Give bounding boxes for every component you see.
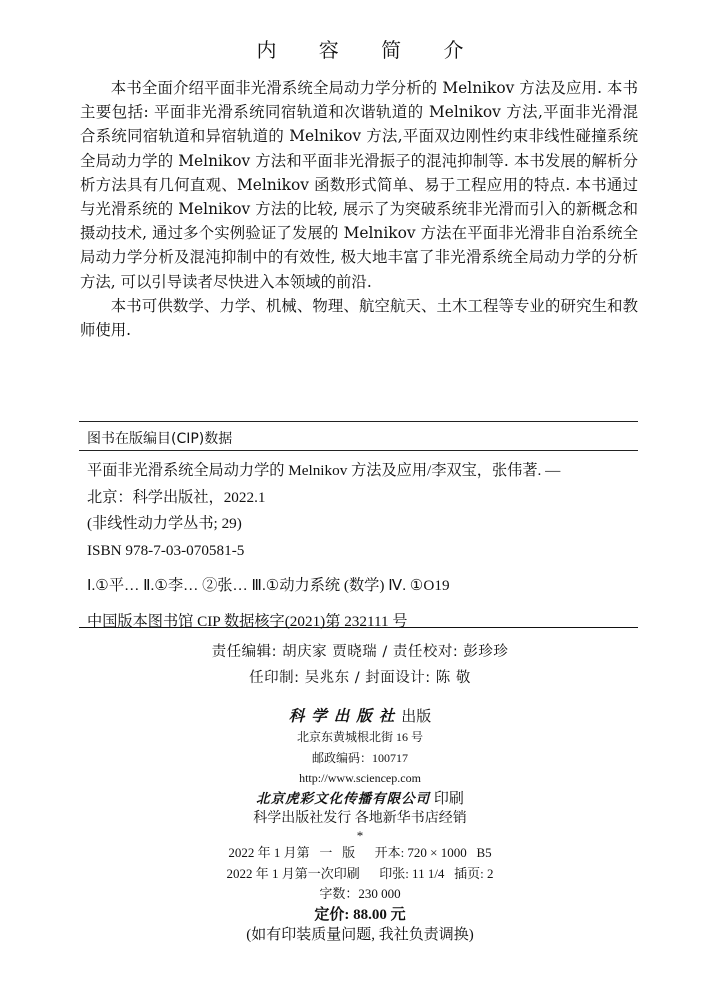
intro-paragraph: 本书可供数学、力学、机械、物理、航空航天、土木工程等专业的研究生和教师使用. (80, 296, 638, 340)
intro-paragraph: 本书全面介绍平面非光滑系统全局动力学分析的 Melnikov 方法及应用. 本书主要包括: 平面非光滑系统同宿轨道和次谐轨道的 Melnikov 方法,平面非光滑混合系统同宿轨道和异宿轨道的 Melnikov 方法,平面双边刚性约束非线性碰撞系统全局动力学的 Melnikov 方法和平面非光滑振子的混沌抑制等. 本书发展的解析分析方法具有几何直观、Melnikov 函数形式简单、易于工程应用的特点. 本书通过与光滑系统的 Melnikov 方法的比较, 展示了为突破系统非光滑而引入的新概念和摄动技术, 通过多个实例验证了发展的 Melnikov 方法在平面非光滑非自治系统全局动力学分析及混沌抑制中的有效性, 极大地丰富了非光滑系统全局动力学的分析方法, 可以引导读者尽快进入本领域的前沿. (80, 79, 638, 291)
page-title: 内 容 简 介 (256, 38, 482, 62)
printing-line: 2022 年 1 月第一次印刷 印张: 11 1/4 插页: 2 (226, 865, 494, 881)
cip-classification: Ⅰ.①平… Ⅱ.①李… ②张… Ⅲ.①动力系统 (数学) Ⅳ. ①O19 (87, 577, 450, 594)
cip-record-number: 中国版本图书馆 CIP 数据核字(2021)第 232111 号 (87, 612, 408, 630)
editors-credits (0, 639, 720, 691)
cip-isbn: ISBN 978-7-03-070581-5 (87, 541, 245, 559)
publishing-info (0, 706, 720, 945)
edition-line: 2022 年 1 月第 一 版 开本: 720 × 1000 B5 (228, 845, 492, 861)
cip-record (87, 458, 635, 635)
publisher-logo-text: 科学出版社 (288, 706, 402, 725)
cip-title-line: 平面非光滑系统全局动力学的 Melnikov 方法及应用/李双宝，张伟著. — (87, 462, 561, 479)
divider (79, 450, 638, 451)
distribution-line: 科学出版社发行 各地新华书店经销 (253, 811, 467, 827)
publisher-url: http://www.sciencep.com (299, 771, 421, 786)
cip-series-line: (非线性动力学丛书; 29) (87, 515, 242, 532)
editors-line: 责任编辑: 胡庆家 贾晓瑞 / 责任校对: 彭珍珍 (211, 644, 509, 660)
printer-suffix: 印刷 (433, 790, 464, 807)
printer-name: 北京虎彩文化传播有限公司 (256, 790, 431, 807)
quality-note: (如有印装质量问题, 我社负责调换) (246, 927, 474, 944)
cip-publisher-line: 北京：科学出版社，2022.1 (87, 488, 266, 506)
price: 定价: 88.00 元 (314, 906, 406, 923)
publisher-suffix: 出版 (401, 709, 432, 725)
cip-heading: 图书在版编目(CIP)数据 (87, 431, 233, 447)
production-line: 任印制: 吴兆东 / 封面设计: 陈 敬 (249, 670, 471, 686)
printer-line (0, 789, 720, 809)
divider (79, 421, 638, 422)
word-count: 字数：230 000 (319, 886, 401, 902)
introduction (80, 76, 638, 342)
divider (79, 627, 638, 628)
publisher-postcode: 邮政编码：100717 (311, 750, 408, 765)
publisher-line (0, 706, 720, 727)
publisher-address: 北京东黄城根北街 16 号 (296, 730, 423, 745)
separator-asterisk: * (356, 828, 364, 844)
